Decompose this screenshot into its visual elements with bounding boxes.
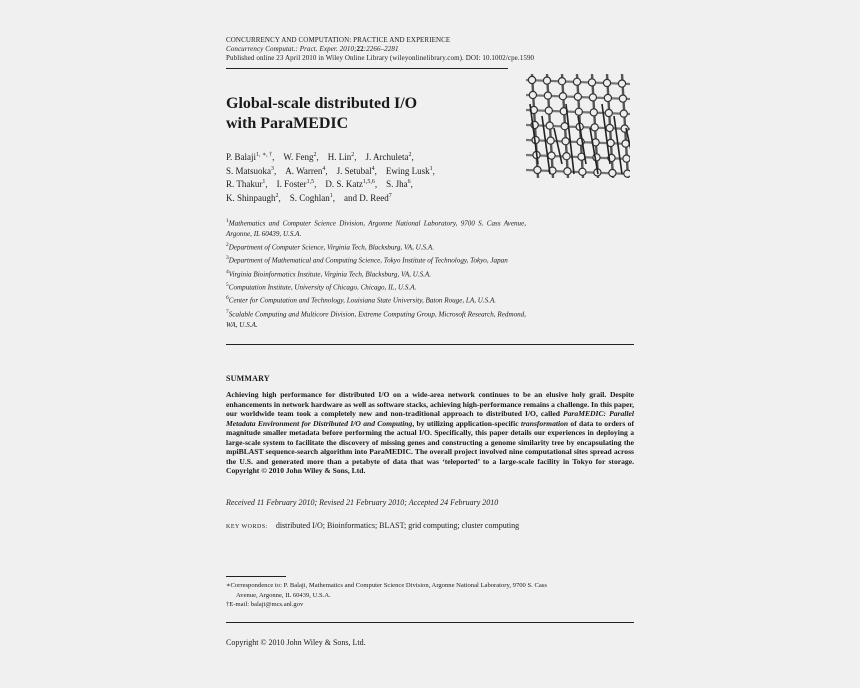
- author-line: P. Balaji$^{1, ∗, \dagger}$, W. Feng$^2$, H. Lin$^2$, J. Archuleta$^2$,: [226, 152, 414, 162]
- author-name: Ewing Lusk$^1$: [385, 165, 433, 176]
- journal-published: Published online 23 April 2010 in Wiley Online Library (wileyonlinelibrary.com). DOI: 10.1002/cpe.1590: [226, 54, 535, 62]
- keywords-text: distributed I/O; Bioinformatics; BLAST; grid computing; cluster computing: [275, 521, 520, 530]
- author-line: S. Matsuoka$^3$, A. Warren$^4$, J. Setubal$^4$, Ewing Lusk$^1$,: [226, 165, 435, 176]
- grid-network-figure: [526, 74, 630, 178]
- author-list: [226, 150, 476, 204]
- email-footnote: †E-mail: balaji@mcs.anl.gov: [226, 601, 304, 608]
- affiliation-item: $^4$Virginia Bioinformatics Institute, Virginia Tech, Blacksburg, VA, U.S.A.: [226, 268, 432, 279]
- author-name: K. Shinpaugh$^2$: [226, 192, 279, 203]
- section-rule-bottom: [226, 622, 634, 623]
- author-name: S. Coghlan$^1$: [289, 192, 333, 203]
- affiliation-item: $^3$Department of Mathematical and Computing Science, Tokyo Institute of Technology, Tokyo, Japan: [226, 255, 508, 265]
- author-name: W. Feng$^2$: [283, 152, 317, 162]
- author-name: J. Archuleta$^2$: [365, 152, 412, 162]
- section-rule-top: [226, 344, 634, 345]
- author-name: J. Setubal$^4$: [336, 165, 375, 176]
- journal-name: CONCURRENCY AND COMPUTATION: PRACTICE AND EXPERIENCE: [226, 36, 451, 44]
- summary-text: Achieving high performance for distributed I/O on a wide-area network continues to be an elusive holy grail. Despite enhancements in network hardware as well as software stacks, achieving high-performance remains a challenge. In this paper, our worldwide team took a completely new and non-traditional approach to distributed I/O, called ParaMEDIC: Parallel Metadata Environment for Distributed I/O and Computing, by utilizing application-specific transformation of data to orders of magnitude smaller metadata before performing the actual I/O. Specifically, this paper details our experiences in deploying a large-scale system to facilitate the discovery of missing genes and constructing a genome similarity tree by encapsulating the mpiBLAST sequence-search algorithm into ParaMEDIC. The overall project involved nine computational sites spread across the U.S. and generated more than a petabyte of data that was ‘teleported’ to a large-scale facility in Tokyo for storage. Copyright © 2010 John Wiley & Sons, Ltd.: [226, 390, 634, 475]
- author-line: K. Shinpaugh$^2$, S. Coghlan$^1$, and D. Reed$^7$: [226, 192, 392, 203]
- footnote-rule: [226, 576, 286, 577]
- author-line: R. Thakur$^1$, I. Foster$^{1,5}$, D. S. Katz$^{1,5,6}$, S. Jha$^6$,: [226, 179, 413, 189]
- author-name: A. Warren$^4$: [285, 165, 326, 176]
- header-rule: [226, 68, 508, 69]
- keywords: [226, 521, 519, 530]
- author-name: S. Jha$^6$: [386, 179, 411, 189]
- author-name: D. S. Katz$^{1,5,6}$: [325, 179, 375, 189]
- title-line-2: with ParaMEDIC: [226, 115, 349, 132]
- author-name: S. Matsuoka$^3$: [226, 165, 274, 176]
- title-line-1: Global-scale distributed I/O: [226, 95, 418, 112]
- affiliation-item: $^2$Department of Computer Science, Virginia Tech, Blacksburg, VA, U.S.A.: [226, 242, 434, 252]
- author-name: R. Thakur$^1$: [226, 179, 266, 189]
- footnotes: [226, 581, 634, 610]
- journal-citation: Concurrency Computat.: Pract. Exper. 2010;22:2266–2281: [226, 45, 399, 53]
- copyright: Copyright © 2010 John Wiley & Sons, Ltd.: [226, 638, 366, 647]
- affiliation-item: $^7$Scalable Computing and Multicore Division, Extreme Computing Group, Microsoft Research, Redmond, WA, U.S.A.: [226, 308, 526, 329]
- paper-title: [226, 94, 466, 134]
- author-name: P. Balaji$^{1, ∗, \dagger}$: [226, 152, 273, 162]
- affiliation-item: $^5$Computation Institute, University of Chicago, Chicago, IL, U.S.A.: [226, 281, 417, 292]
- journal-header: [226, 36, 634, 69]
- correspondence-line-1: ∗Correspondence to: P. Balaji, Mathematics and Computer Science Division, Argonne National Laboratory, 9700 S. Cass: [226, 582, 547, 589]
- affiliations: [226, 216, 526, 331]
- affiliation-item: $^6$Center for Computation and Technology, Louisiana State University, Baton Rouge, LA, U.S.A.: [226, 295, 497, 305]
- affiliation-item: $^1$Mathematics and Computer Science Division, Argonne National Laboratory, 9700 S. Cass Avenue, Argonne, IL 60439, U.S.A.: [226, 218, 526, 239]
- author-name: I. Foster$^{1,5}$: [276, 179, 315, 189]
- paper-page: [226, 36, 634, 666]
- author-name: H. Lin$^2$: [327, 152, 355, 162]
- received-dates: Received 11 February 2010; Revised 21 February 2010; Accepted 24 February 2010: [226, 498, 499, 507]
- summary-heading: SUMMARY: [226, 374, 270, 383]
- correspondence-line-2: Avenue, Argonne, IL 60439, U.S.A.: [236, 591, 331, 599]
- author-name: and D. Reed$^7$: [344, 192, 392, 203]
- keywords-label: KEY WORDS:: [226, 524, 268, 530]
